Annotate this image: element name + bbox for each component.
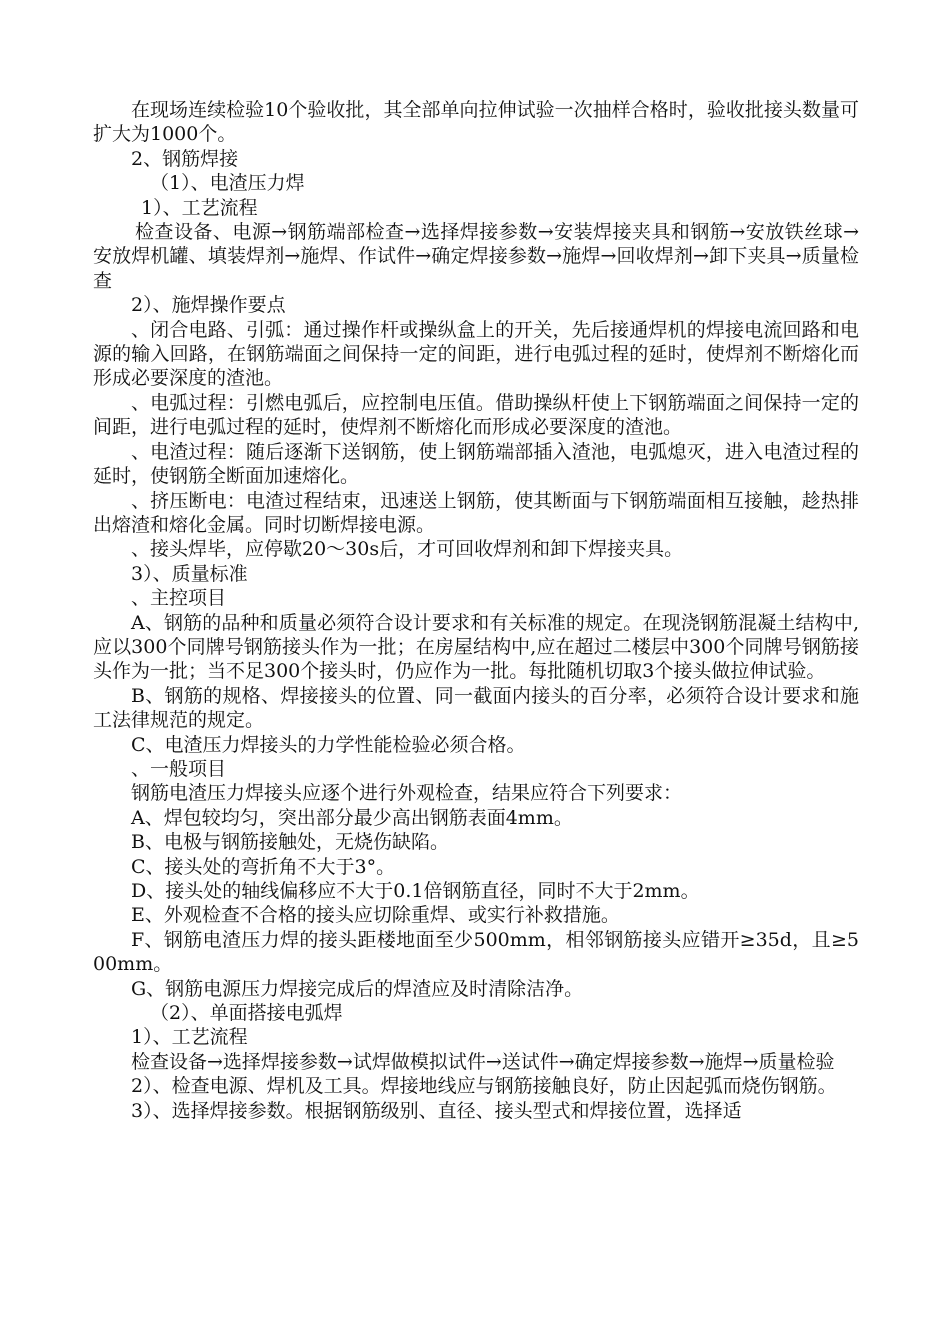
paragraph: 、一般项目: [131, 757, 227, 780]
paragraph: 、闭合电路、引弧：通过操作杆或操纵盒上的开关，先后接通焊机的焊接电流回路和电源的输入回路，在钢筋端面之间保持一定的间距，进行电弧过程的延时，使焊剂不断熔化而形成必要深度的渣池。: [93, 318, 859, 390]
paragraph: （1）、电渣压力焊: [150, 172, 305, 195]
paragraph: 检查设备、电源→钢筋端部检查→选择焊接参数→安装焊接夹具和钢筋→安放铁丝球→安放焊机罐、填装焊剂→施焊、作试件→确定焊接参数→施焊→回收焊剂→卸下夹具→质量检查: [93, 221, 859, 292]
paragraph: 在现场连续检验10个验收批，其全部单向拉伸试验一次抽样合格时，验收批接头数量可扩大为1000个。: [93, 99, 859, 146]
paragraph: D、接头处的轴线偏移应不大于0.1倍钢筋直径，同时不大于2mm。: [131, 880, 700, 902]
paragraph: C、接头处的弯折角不大于3°。: [131, 855, 396, 878]
paragraph: B、电极与钢筋接触处，无烧伤缺陷。: [131, 831, 449, 854]
paragraph: 2）、检查电源、焊机及工具。焊接地线应与钢筋接触良好，防止因起弧而烧伤钢筋。: [131, 1075, 837, 1098]
paragraph: 3）、质量标准: [131, 562, 248, 585]
paragraph: 2、钢筋焊接: [131, 147, 239, 170]
paragraph: G、钢筋电源压力焊接完成后的焊渣应及时清除洁净。: [131, 977, 584, 1000]
paragraph: B、钢筋的规格、焊接接头的位置、同一截面内接头的百分率，必须符合设计要求和施工法律规范的规定。: [93, 684, 859, 732]
paragraph: 钢筋电渣压力焊接头应逐个进行外观检查，结果应符合下列要求：: [131, 782, 683, 805]
paragraph: 、接头焊毕，应停歇20～30s后，才可回收焊剂和卸下焊接夹具。: [131, 538, 684, 561]
paragraph: 1）、工艺流程: [141, 196, 258, 219]
paragraph: 1）、工艺流程: [131, 1026, 248, 1049]
paragraph: 、挤压断电：电渣过程结束，迅速送上钢筋，使其断面与下钢筋端面相互接触，趁热排出熔渣和熔化金属。同时切断焊接电源。: [93, 489, 859, 536]
paragraph: A、钢筋的品种和质量必须符合设计要求和有关标准的规定。在现浇钢筋混凝土结构中,应以300个同牌号钢筋接头作为一批；在房屋结构中,应在超过二楼层中300个同牌号钢筋接头作为一批；当不足300个接头时，仍应作为一批。每批随机切取3个接头做拉伸试验。: [93, 611, 859, 683]
paragraph: C、电渣压力焊接头的力学性能检验必须合格。: [131, 733, 526, 756]
paragraph: （2）、单面搭接电弧焊: [150, 1002, 343, 1025]
paragraph: 、主控项目: [131, 587, 227, 610]
paragraph: 检查设备→选择焊接参数→试焊做模拟试件→送试件→确定焊接参数→施焊→质量检验: [131, 1050, 835, 1073]
paragraph: A、焊包较均匀，突出部分最少高出钢筋表面4mm。: [131, 806, 573, 829]
paragraph: 、电渣过程：随后逐渐下送钢筋，使上钢筋端部插入渣池，电弧熄灭，进入电渣过程的延时，使钢筋全断面加速熔化。: [93, 440, 859, 488]
paragraph: 2）、施焊操作要点: [131, 294, 286, 317]
paragraph: 3）、选择焊接参数。根据钢筋级别、直径、接头型式和焊接位置，选择适: [131, 1099, 742, 1122]
paragraph: 、电弧过程：引燃电弧后，应控制电压值。借助操纵杆使上下钢筋端面之间保持一定的间距，进行电弧过程的延时，使焊剂不断熔化而形成必要深度的渣池。: [93, 391, 859, 439]
paragraph: E、外观检查不合格的接头应切除重焊、或实行补救措施。: [131, 904, 620, 927]
paragraph: F、钢筋电渣压力焊的接头距楼地面至少500mm，相邻钢筋接头应错开≥35d，且≥500mm。: [93, 928, 859, 976]
document-page: [93, 98, 859, 1123]
